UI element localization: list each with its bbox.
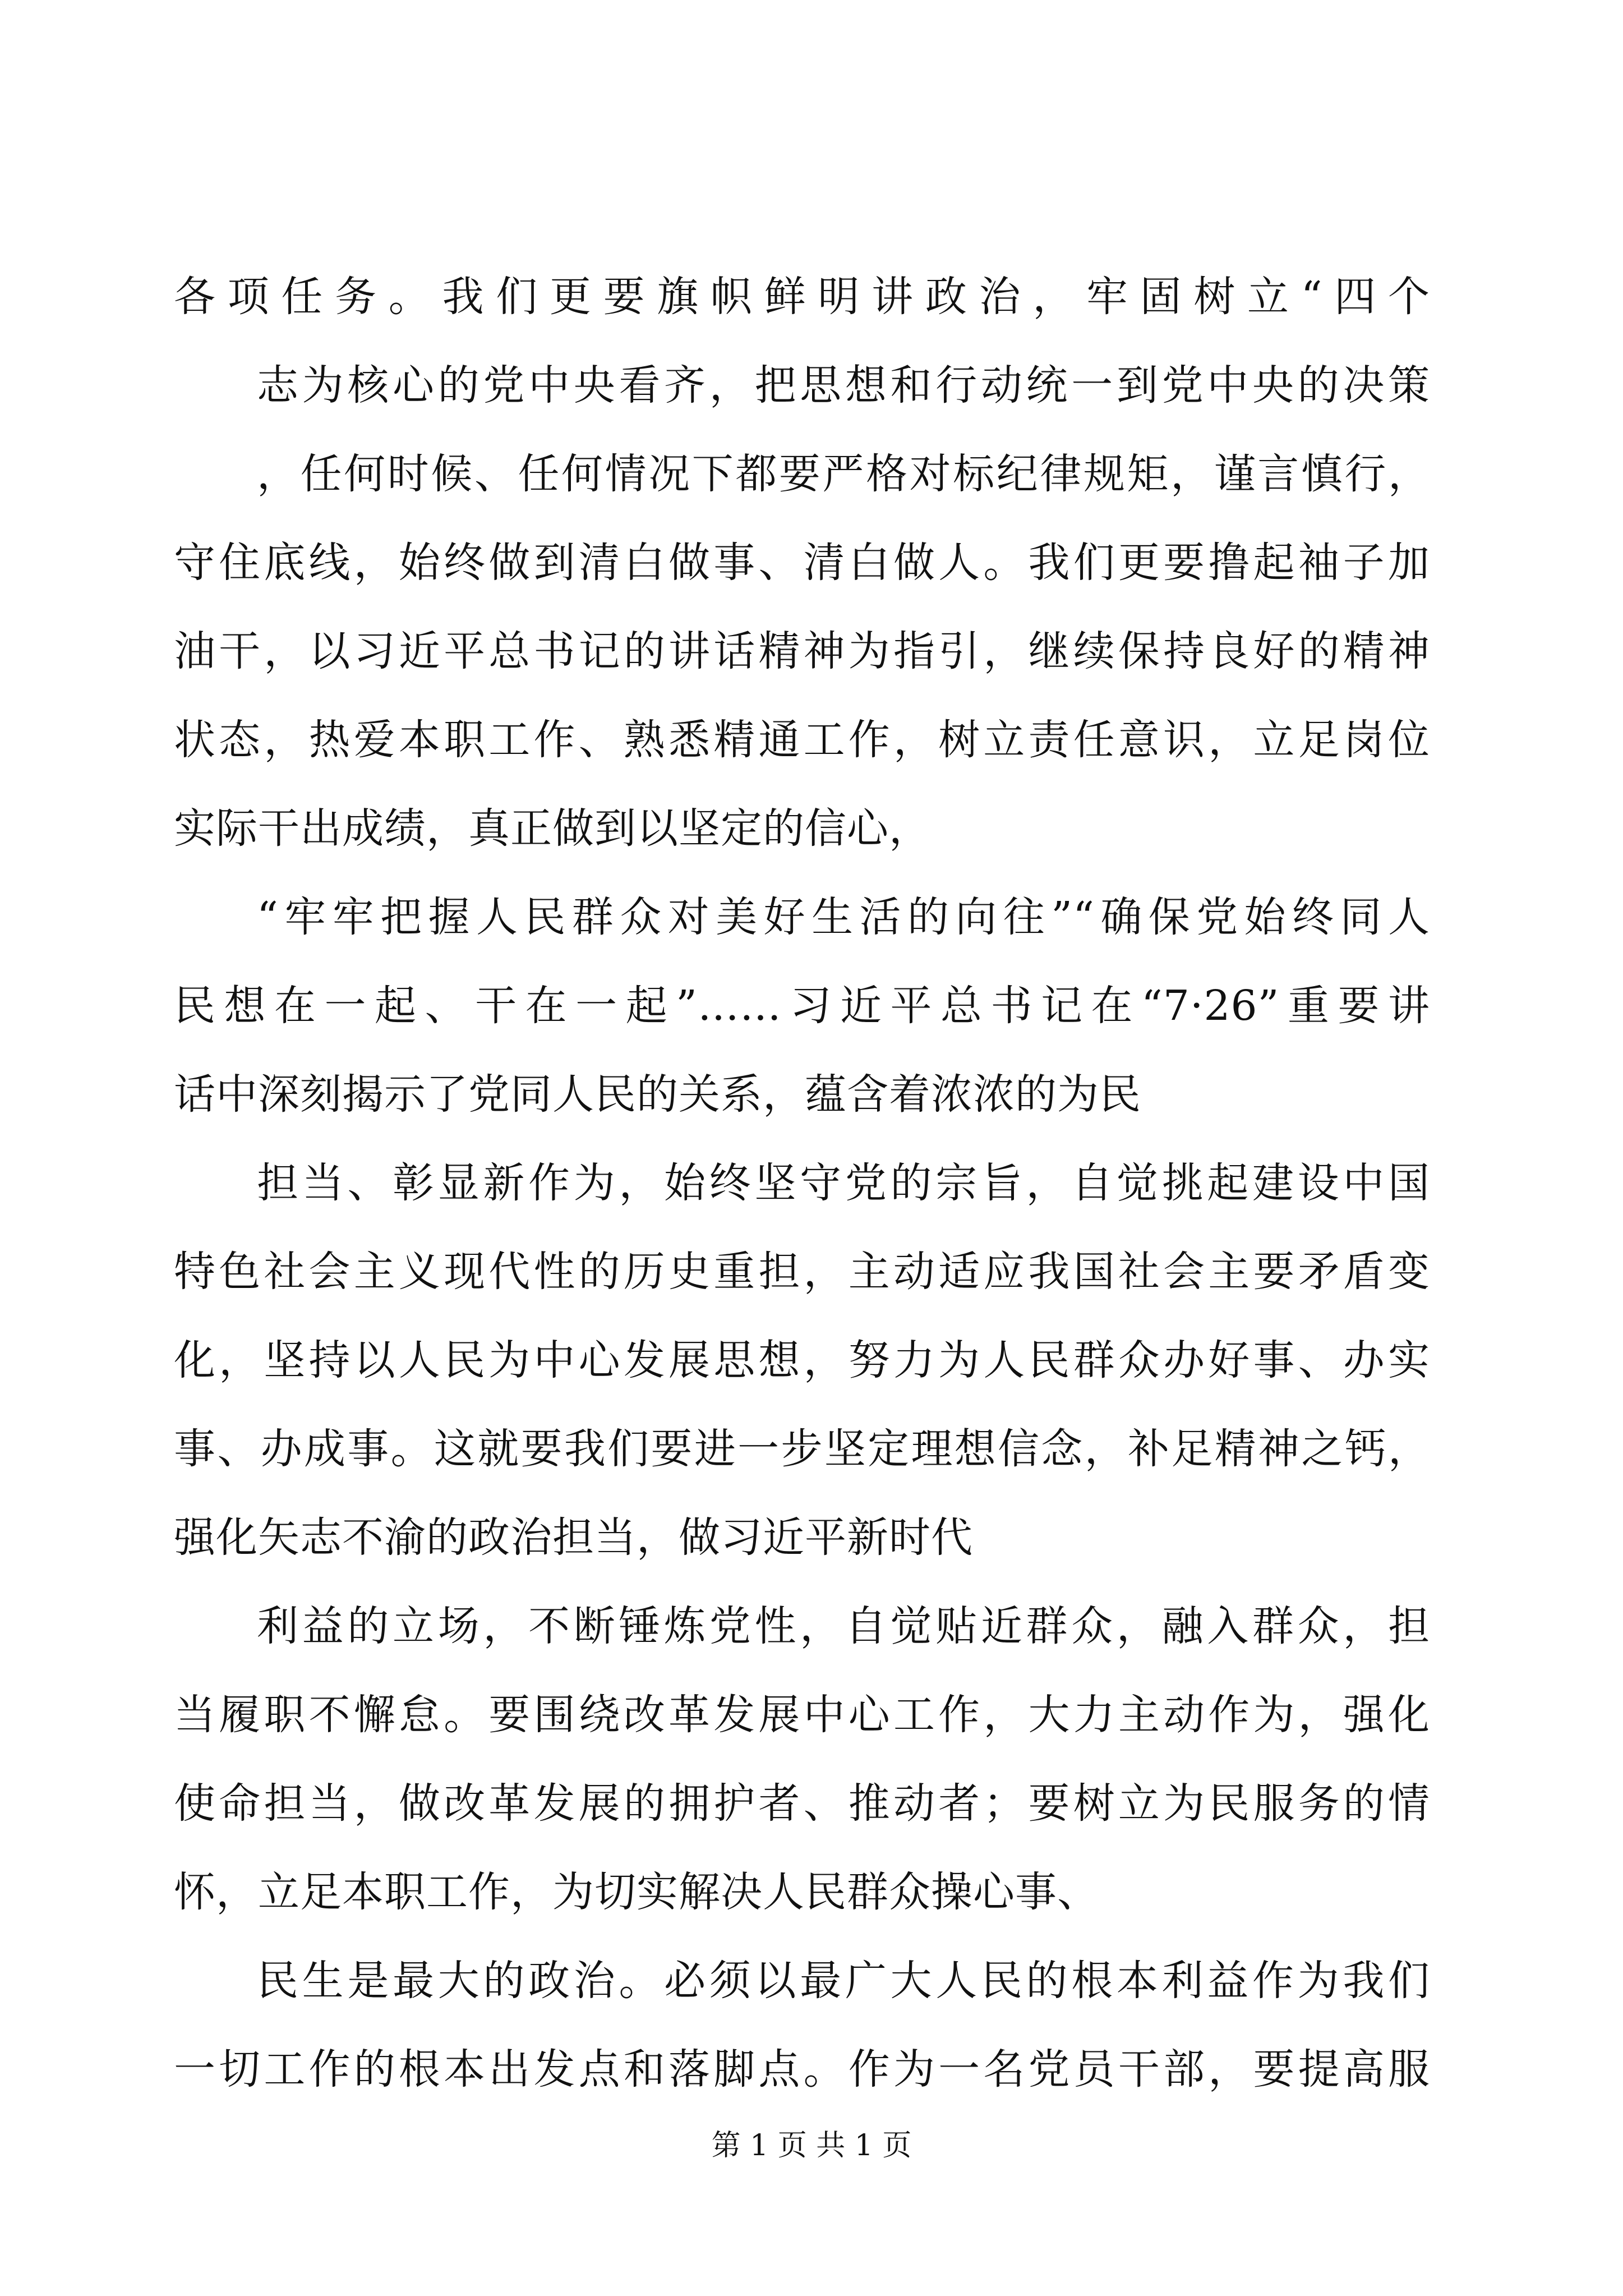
- text-line: 使命担当，做改革发展的拥护者、推动者；要树立为民服务的情: [174, 1779, 1430, 1828]
- text-line: 实际干出成绩，真正做到以坚定的信心，: [174, 804, 931, 853]
- text-line: 油干，以习近平总书记的讲话精神为指引，继续保持良好的精神: [174, 627, 1430, 675]
- text-line: 志为核心的党中央看齐，把思想和行动统一到党中央的决策: [257, 361, 1430, 409]
- text-line: 民生是最大的政治。必须以最广大人民的根本利益作为我们: [257, 1957, 1430, 2005]
- text-line: 特色社会主义现代性的历史重担，主动适应我国社会主要矛盾变: [174, 1248, 1430, 1296]
- text-line: 化，坚持以人民为中心发展思想，努力为人民群众办好事、办实: [174, 1336, 1430, 1384]
- text-line: 状态，热爱本职工作、熟悉精通工作，树立责任意识，立足岗位: [174, 716, 1430, 764]
- text-line: 守住底线，始终做到清白做事、清白做人。我们更要撸起袖子加: [174, 539, 1430, 587]
- text-line: “牢牢把握人民群众对美好生活的向往”“确保党始终同人: [257, 893, 1430, 941]
- text-line: 当履职不懈怠。要围绕改革发展中心工作，大力主动作为，强化: [174, 1691, 1430, 1739]
- text-line: 民想在一起、干在一起”……习近平总书记在“7·26”重要讲: [174, 982, 1430, 1030]
- text-line: ，任何时候、任何情况下都要严格对标纪律规矩，谨言慎行，: [257, 450, 1430, 498]
- text-line: 担当、彰显新作为，始终坚守党的宗旨，自觉挑起建设中国: [257, 1159, 1430, 1207]
- text-line: 强化矢志不渝的政治担当，做习近平新时代: [174, 1513, 973, 1562]
- text-line: 话中深刻揭示了党同人民的关系，蕴含着浓浓的为民: [174, 1070, 1141, 1119]
- document-body: [174, 252, 1430, 2114]
- text-line: 怀，立足本职工作，为切实解决人民群众操心事、: [174, 1868, 1099, 1916]
- text-line: 事、办成事。这就要我们要进一步坚定理想信念，补足精神之钙，: [174, 1425, 1430, 1473]
- text-line: 一切工作的根本出发点和落脚点。作为一名党员干部，要提高服: [174, 2045, 1430, 2093]
- text-line: 利益的立场，不断锤炼党性，自觉贴近群众，融入群众，担: [257, 1602, 1430, 1650]
- page-number-footer: 第 1 页 共 1 页: [711, 2129, 912, 2162]
- text-line: 各项任务。我们更要旗帜鲜明讲政治，牢固树立“四个: [174, 273, 1430, 321]
